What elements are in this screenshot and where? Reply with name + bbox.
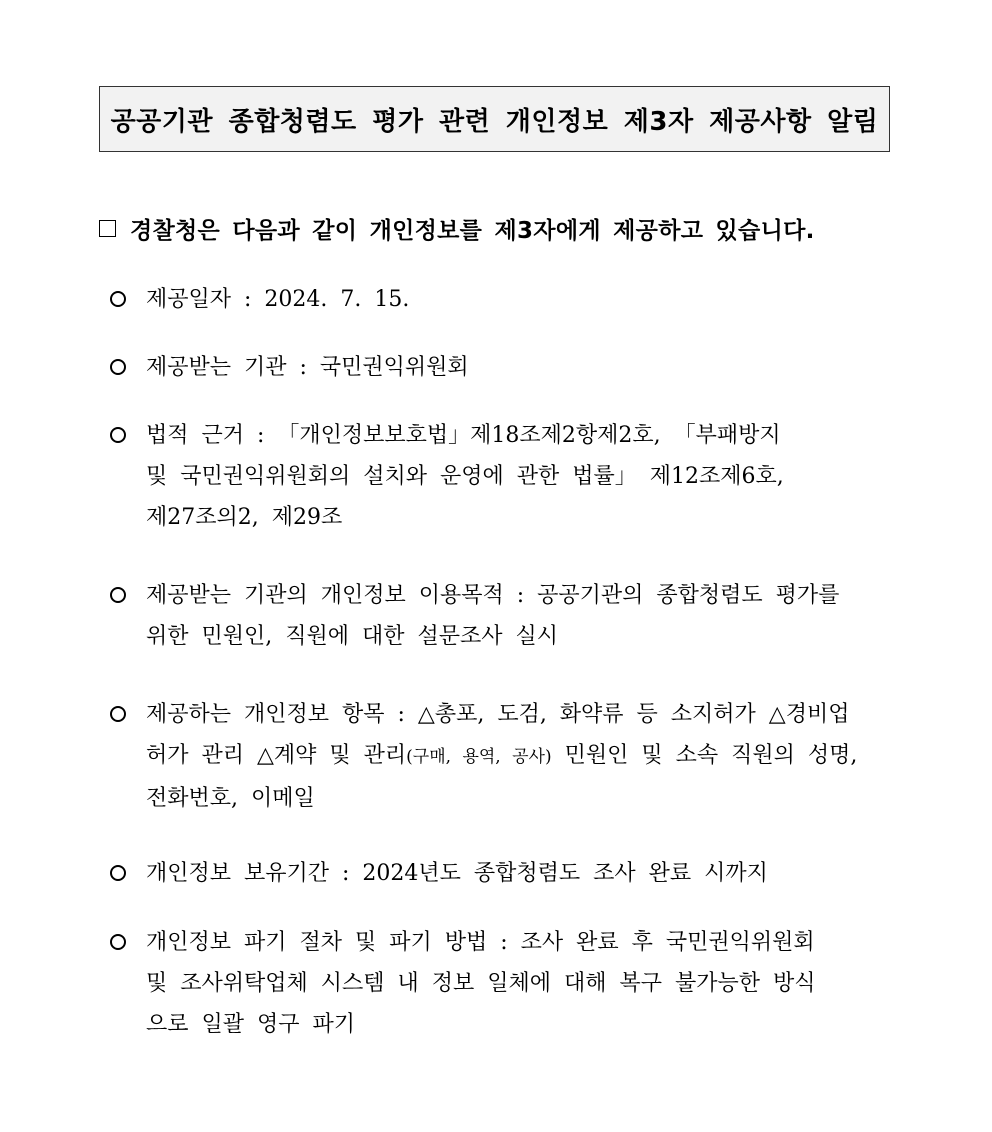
item-text bbox=[146, 347, 898, 388]
circle-bullet-icon bbox=[110, 706, 126, 722]
item-line: 제공일자 : 2024. 7. 15. bbox=[146, 287, 410, 312]
list-item-legal-basis bbox=[110, 415, 900, 538]
item-line: 법적 근거 : 「개인정보보호법」제18조제2항제2호, 「부패방지 bbox=[146, 423, 781, 448]
item-line-small-part: (구매, 용역, 공사) bbox=[406, 747, 552, 767]
item-line: 및 조사위탁업체 시스템 내 정보 일체에 대해 복구 불가능한 방식 bbox=[146, 971, 816, 996]
circle-bullet-icon bbox=[110, 359, 126, 375]
notice-headline bbox=[99, 212, 899, 245]
item-text bbox=[146, 279, 898, 320]
notice-title: 공공기관 종합청렴도 평가 관련 개인정보 제3자 제공사항 알림 bbox=[110, 106, 879, 137]
item-text bbox=[146, 694, 898, 819]
list-item-retention-period bbox=[110, 853, 900, 894]
list-item-info-categories bbox=[110, 694, 900, 819]
item-line: 전화번호, 이메일 bbox=[146, 786, 315, 811]
circle-bullet-icon bbox=[110, 291, 126, 307]
notice-title-box bbox=[99, 86, 890, 152]
item-text bbox=[146, 922, 898, 1045]
item-line-part: 허가 관리 △계약 및 관리 bbox=[146, 743, 407, 768]
item-line: 제공받는 기관 : 국민권익위원회 bbox=[146, 355, 469, 380]
item-line: 제공하는 개인정보 항목 : △총포, 도검, 화약류 등 소지허가 △경비업 bbox=[146, 702, 850, 727]
item-line: 제27조의2, 제29조 bbox=[146, 505, 343, 530]
list-item-destruction bbox=[110, 922, 900, 1045]
list-item-provision-date bbox=[110, 279, 900, 320]
circle-bullet-icon bbox=[110, 934, 126, 950]
item-line: 제공받는 기관의 개인정보 이용목적 : 공공기관의 종합청렴도 평가를 bbox=[146, 583, 840, 608]
headline-text: 경찰청은 다음과 같이 개인정보를 제3자에게 제공하고 있습니다. bbox=[130, 218, 815, 244]
item-line: 으로 일괄 영구 파기 bbox=[146, 1012, 355, 1037]
list-item-receiving-agency bbox=[110, 347, 900, 388]
circle-bullet-icon bbox=[110, 427, 126, 443]
item-line: 위한 민원인, 직원에 대한 설문조사 실시 bbox=[146, 624, 558, 649]
item-line: 개인정보 보유기간 : 2024년도 종합청렴도 조사 완료 시까지 bbox=[146, 861, 768, 886]
circle-bullet-icon bbox=[110, 865, 126, 881]
item-line bbox=[146, 735, 898, 778]
item-line: 및 국민권익위원회의 설치와 운영에 관한 법률」 제12조제6호, bbox=[146, 464, 784, 489]
item-line: 개인정보 파기 절차 및 파기 방법 : 조사 완료 후 국민권익위원회 bbox=[146, 930, 815, 955]
item-text bbox=[146, 415, 898, 538]
item-text bbox=[146, 575, 898, 657]
list-item-purpose bbox=[110, 575, 900, 657]
circle-bullet-icon bbox=[110, 587, 126, 603]
square-bullet-icon bbox=[99, 220, 116, 237]
item-text bbox=[146, 853, 898, 894]
item-line-part: 민원인 및 소속 직원의 성명, bbox=[551, 743, 858, 768]
